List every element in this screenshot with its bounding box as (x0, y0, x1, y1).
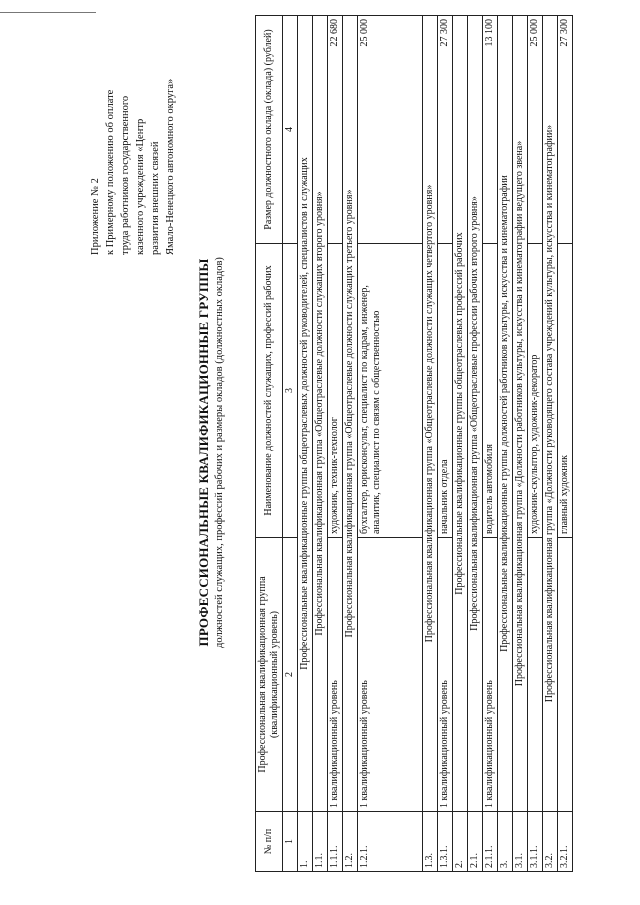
header-number: № п/п (256, 812, 283, 872)
position-names: главный художник (558, 244, 573, 538)
group-heading: Профессиональные квалификационные группы общеотраслевых профессий рабочих (453, 16, 468, 812)
header-group: Профессиональная квалификационная группа (квалификационный уровень) (256, 538, 283, 812)
group-heading: Профессиональная квалификационная группа «Общеотраслевые должности служащих второго уровня» (313, 16, 328, 812)
row-number: 2.1. (468, 812, 483, 872)
row-number: 3.1. (513, 812, 528, 872)
group-heading: Профессиональная квалификационная группа «Общеотраслевые должности служащих четвертого уровня» (423, 16, 438, 812)
row-number: 1.3.1. (438, 812, 453, 872)
qualification-level: 1 квалификационный уровень (328, 538, 343, 812)
salary-value: 27 300 (558, 16, 573, 244)
appendix-number: Приложение № 2 (90, 178, 101, 255)
row-number: 3. (498, 812, 513, 872)
table-row (513, 16, 528, 872)
header-salary: Размер должностного оклада (оклада) (рублей) (256, 16, 283, 244)
table-row (468, 16, 483, 872)
table-row (358, 16, 423, 872)
qualification-level (558, 538, 573, 812)
header-positions: Наименование должностей служащих, профессий рабочих (256, 244, 283, 538)
column-number: 4 (283, 16, 298, 244)
row-number: 1.2.1. (358, 812, 423, 872)
salary-value: 13 100 (483, 16, 498, 244)
table-body (298, 16, 573, 872)
column-number-row (283, 16, 298, 872)
row-number: 3.2.1. (558, 812, 573, 872)
group-heading: Профессиональные квалификационные группы должностей работников культуры, искусства и кинематографии (498, 16, 513, 812)
appendix-line: Ямало-Ненецкого автономного округа» (165, 78, 176, 255)
qualification-table (255, 15, 573, 872)
qualification-level (528, 538, 543, 812)
row-number: 2.1.1. (483, 812, 498, 872)
row-number: 2. (453, 812, 468, 872)
table-row (328, 16, 343, 872)
document-subtitle: должностей служащих, профессий рабочих и размеры окладов (должностных окладов) (214, 257, 225, 648)
appendix-line: к Примерному положению об оплате (105, 89, 116, 255)
position-names: начальник отдела (438, 244, 453, 538)
group-heading: Профессиональная квалификационная группа «Должности работников культуры, искусства и кинематографии ведущего звена» (513, 16, 528, 812)
row-number: 1. (298, 812, 313, 872)
column-number: 1 (283, 812, 298, 872)
document-title: ПРОФЕССИОНАЛЬНЫЕ КВАЛИФИКАЦИОННЫЕ ГРУППЫ (196, 258, 211, 647)
salary-value: 25 000 (358, 16, 423, 244)
table-row (498, 16, 513, 872)
appendix-block (88, 15, 178, 255)
row-number: 1.1. (313, 812, 328, 872)
table-row (543, 16, 558, 872)
position-names: художник-скульптор, художник-декоратор (528, 244, 543, 538)
group-heading: Профессиональные квалификационные группы общеотраслевых должностей руководителей, специалистов и служащих (298, 16, 313, 812)
appendix-line: труда работников государственного (120, 95, 131, 255)
row-number: 3.1.1. (528, 812, 543, 872)
row-number: 1.2. (343, 812, 358, 872)
table-header-row (256, 16, 283, 872)
qualification-level: 1 квалификационный уровень (483, 538, 498, 812)
row-number: 3.2. (543, 812, 558, 872)
qualification-level: 1 квалификационный уровень (358, 538, 423, 812)
appendix-line: казенного учреждения «Центр (135, 118, 146, 255)
position-names: бухгалтер, юрисконсульт, специалист по кадрам, инженер, аналитик, специалист по связям с общественностью (358, 244, 423, 538)
salary-value: 27 300 (438, 16, 453, 244)
position-names: художник, техник-технолог (328, 244, 343, 538)
row-number: 1.1.1. (328, 812, 343, 872)
table-row (313, 16, 328, 872)
group-heading: Профессиональная квалификационная группа «Общеотраслевые должности служащих третьего уровня» (343, 16, 358, 812)
table-row (343, 16, 358, 872)
table-row (438, 16, 453, 872)
table-row (528, 16, 543, 872)
group-heading: Профессиональная квалификационная группа «Общеотраслевые профессии рабочих второго уровня» (468, 16, 483, 812)
qualification-level: 1 квалификационный уровень (438, 538, 453, 812)
table-row (558, 16, 573, 872)
column-number: 3 (283, 244, 298, 538)
salary-value: 25 000 (528, 16, 543, 244)
table-row (423, 16, 438, 872)
row-number: 1.3. (423, 812, 438, 872)
table-row (483, 16, 498, 872)
position-names: водитель автомобиля (483, 244, 498, 538)
table-row (453, 16, 468, 872)
salary-value: 22 680 (328, 16, 343, 244)
group-heading: Профессиональная квалификационная группа «Должности руководящего состава учреждений культуры, искусства и кинематографии» (543, 16, 558, 812)
appendix-line: развития внешних связей (150, 141, 161, 255)
table-row (298, 16, 313, 872)
column-number: 2 (283, 538, 298, 812)
